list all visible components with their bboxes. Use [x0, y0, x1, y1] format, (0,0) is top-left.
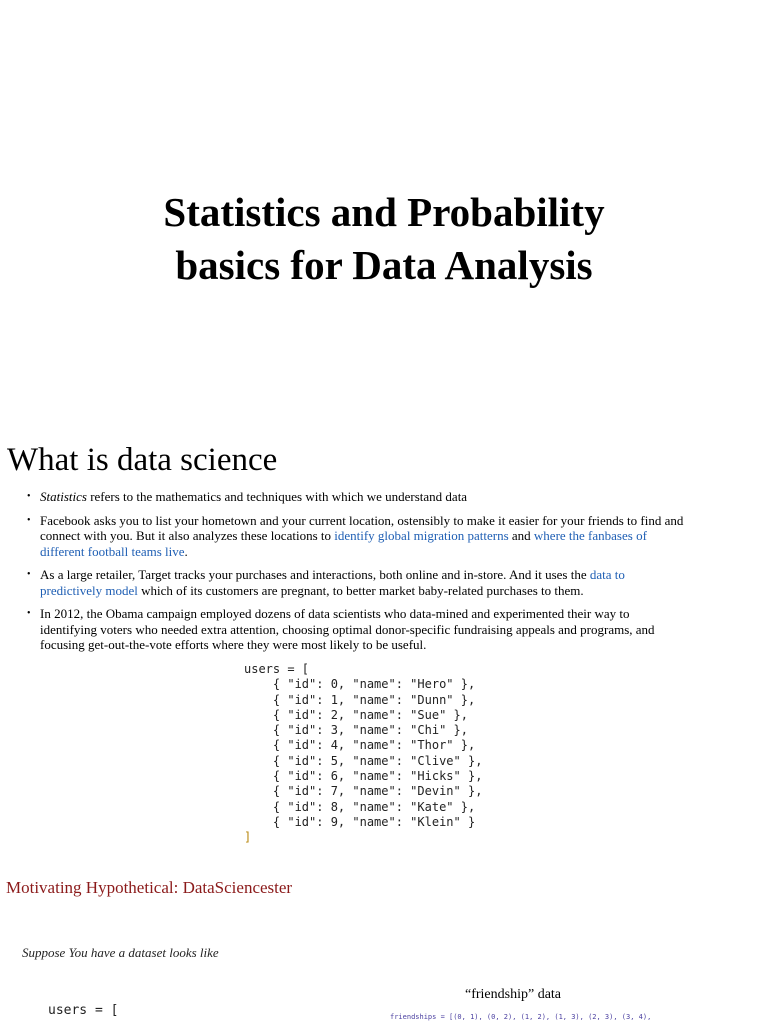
slide-title	[0, 186, 768, 292]
code-line: users = [	[48, 1003, 119, 1018]
code-line: { "id": 5, "name": "Clive" },	[272, 753, 483, 768]
code-line: friendships = [(0, 1), (0, 2), (1, 2), (1, 3), (2, 3), (3, 4),	[390, 1013, 652, 1021]
code-line: { "id": 4, "name": "Thor" },	[272, 738, 476, 753]
code-line: { "id": 2, "name": "Sue" },	[272, 707, 468, 722]
bullet-text: In 2012, the Obama campaign employed dozens of data scientists who data-mined and experimented their way to identifying voters who needed extra attention, choosing optimal donor-specific fundraising appeals and programs, and focusing get-out-the-vote efforts where they were most likely to be useful.	[40, 606, 655, 652]
bullet-text: which of its customers are pregnant, to better market baby-related purchases to them.	[137, 582, 584, 598]
bullet-text: and	[508, 528, 534, 543]
friendships-code-block	[390, 1012, 651, 1022]
code-line: { "id": 3, "name": "Chi" },	[272, 723, 468, 738]
bullet-emphasis: Statistics	[40, 489, 87, 504]
bullet-text: Facebook asks you to list your hometown and your current location, ostensibly to make it easier for your friends to find and connect with you. But it also analyzes these locations to	[40, 512, 684, 543]
bullet-item	[26, 513, 686, 560]
suppose-text: Suppose You have a dataset looks like	[22, 945, 219, 960]
code-line: { "id": 1, "name": "Dunn" },	[272, 692, 476, 707]
bullet-text: .	[184, 543, 188, 559]
code-line: { "id": 7, "name": "Devin" },	[272, 784, 483, 799]
bullet-text: refers to the mathematics and techniques with which we understand data	[86, 489, 468, 504]
bullet-dot-icon: •	[27, 491, 31, 502]
slide-title-line-2: basics for Data Analysis	[175, 242, 593, 288]
bullet-text: As a large retailer, Target tracks your purchases and interactions, both online and in-store. And it uses the	[40, 567, 590, 582]
code-line: ]	[244, 830, 252, 845]
code-line: { "id": 8, "name": "Kate" },	[272, 799, 476, 814]
predictive-model-link[interactable]: data to predictively model	[40, 567, 625, 598]
bullet-item	[26, 489, 686, 505]
bullet-dot-icon: •	[27, 608, 31, 619]
bullet-item	[26, 606, 686, 653]
bullet-item	[26, 567, 686, 598]
code-line: { "id": 9, "name": "Klein" }	[272, 814, 476, 829]
football-fanbases-link[interactable]: where the fanbases of different football teams live	[40, 528, 647, 559]
bullet-dot-icon: •	[27, 514, 31, 526]
users-code-block	[244, 662, 482, 846]
code-line: { "id": 0, "name": "Hero" },	[272, 677, 476, 692]
bullet-dot-icon: •	[27, 569, 31, 580]
bullet-list	[26, 489, 686, 661]
code-line: users = [	[244, 662, 310, 676]
section-heading: What is data science	[7, 442, 278, 478]
code-line: { "id": 6, "name": "Hicks" },	[272, 769, 483, 784]
friendship-caption: “friendship” data	[465, 987, 562, 1002]
slide-title-line-1: Statistics and Probability	[163, 189, 605, 235]
migration-patterns-link[interactable]: identify global migration patterns	[334, 528, 509, 543]
motivating-heading: Motivating Hypothetical: DataSciencester	[6, 878, 293, 897]
users-code-block-2	[48, 1003, 118, 1019]
